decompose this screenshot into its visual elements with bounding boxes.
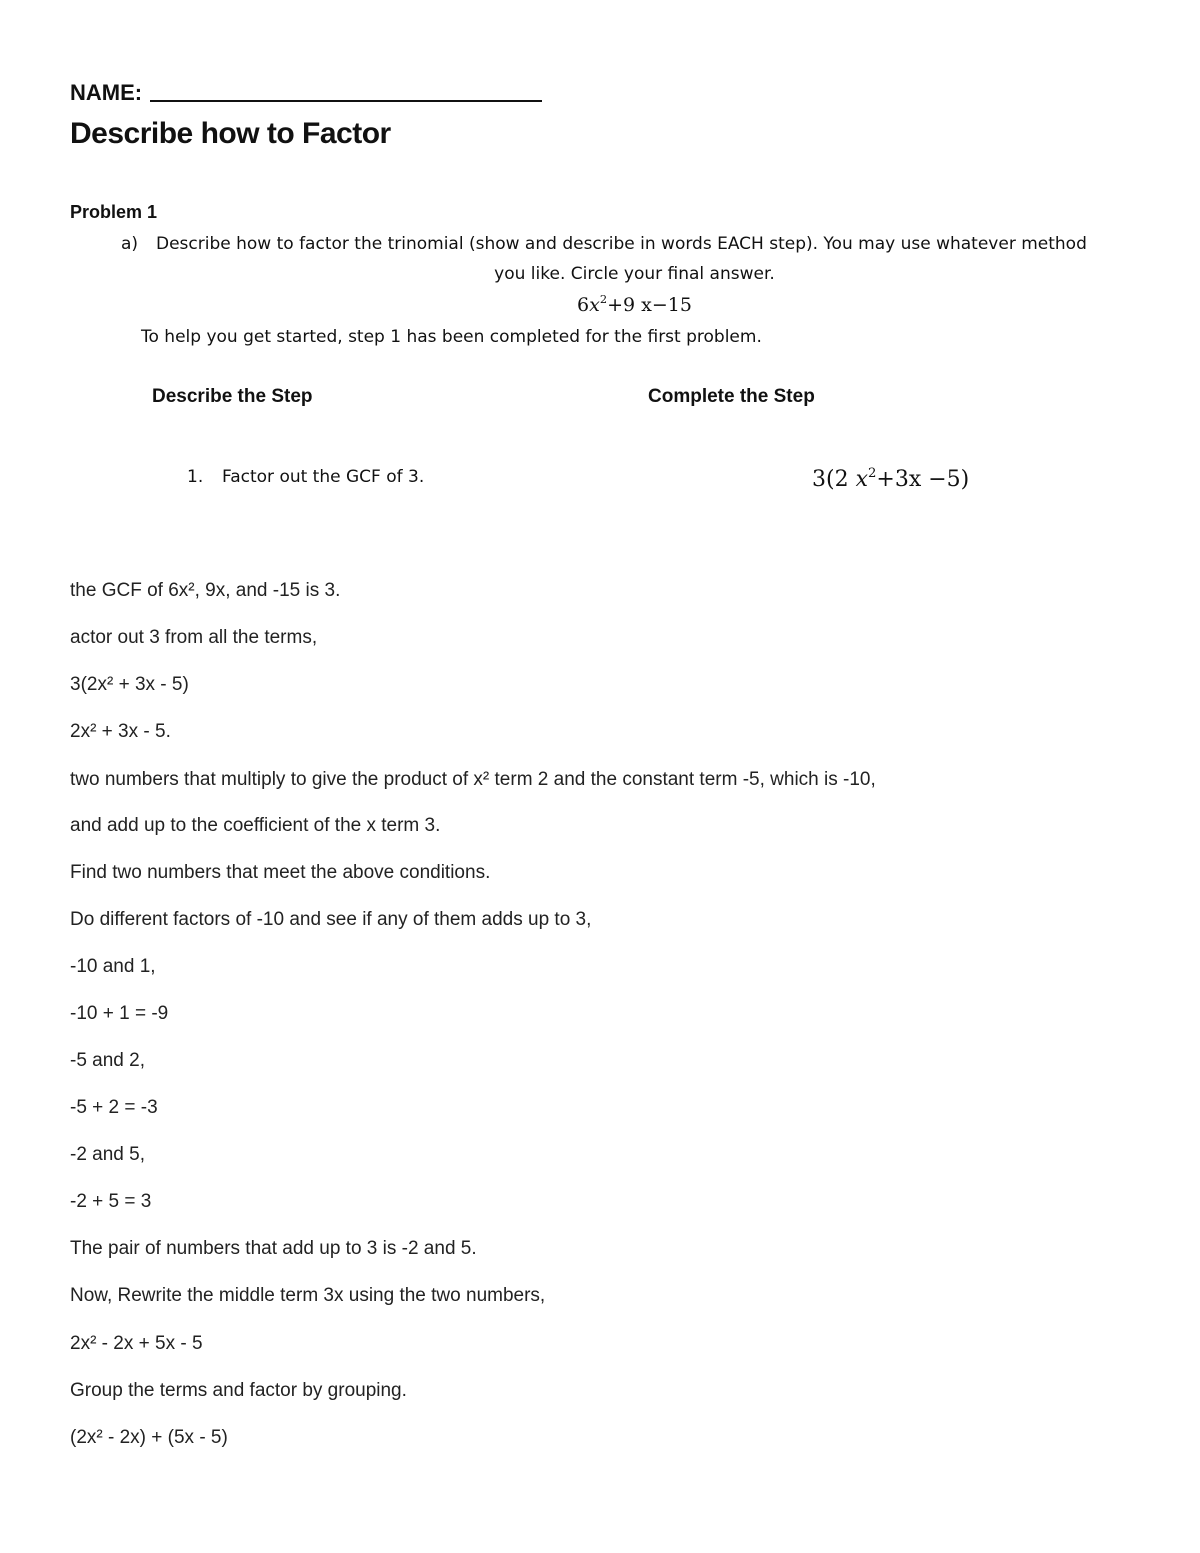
expr-rest: +9 x−15	[607, 294, 692, 316]
step-math-exponent: 2	[868, 465, 877, 481]
solution-line: -5 and 2,	[70, 1050, 145, 1071]
step-math-variable: x	[855, 467, 868, 492]
step-math-rest: +3x −5)	[876, 467, 970, 492]
solution-line: The pair of numbers that add up to 3 is -2 and 5.	[70, 1238, 477, 1259]
solution-line: -10 and 1,	[70, 956, 156, 977]
instruction-line-1	[121, 234, 1087, 254]
solution-line: the GCF of 6x², 9x, and -15 is 3.	[70, 580, 341, 601]
solution-line: Find two numbers that meet the above conditions.	[70, 862, 491, 883]
solution-line: Group the terms and factor by grouping.	[70, 1380, 407, 1401]
solution-line: two numbers that multiply to give the product of x² term 2 and the constant term -5, which is -10,	[70, 769, 876, 790]
name-field	[70, 80, 542, 106]
name-blank-line	[150, 100, 542, 102]
solution-line: 3(2x² + 3x - 5)	[70, 674, 189, 695]
solution-line: -2 and 5,	[70, 1144, 145, 1165]
solution-line: 2x² + 3x - 5.	[70, 721, 171, 742]
solution-line: and add up to the coefficient of the x term 3.	[70, 815, 441, 836]
help-text: To help you get started, step 1 has been completed for the first problem.	[141, 327, 762, 347]
expr-variable: x	[589, 294, 600, 316]
solution-line: -5 + 2 = -3	[70, 1097, 158, 1118]
expr-coefficient: 6	[577, 294, 590, 316]
expr-exponent: 2	[599, 292, 608, 307]
page-title: Describe how to Factor	[70, 117, 391, 150]
solution-line: Do different factors of -10 and see if any of them adds up to 3,	[70, 909, 592, 930]
step-number: 1.	[187, 467, 204, 487]
column-header-complete: Complete the Step	[648, 386, 815, 407]
solution-line: -2 + 5 = 3	[70, 1191, 152, 1212]
solution-line: actor out 3 from all the terms,	[70, 627, 318, 648]
solution-line: (2x² - 2x) + (5x - 5)	[70, 1427, 228, 1448]
step-math	[812, 467, 969, 492]
solution-line: Now, Rewrite the middle term 3x using the two numbers,	[70, 1285, 546, 1306]
solution-line: -10 + 1 = -9	[70, 1003, 169, 1024]
trinomial-expression	[0, 294, 1200, 316]
problem-label: Problem 1	[70, 202, 158, 222]
part-marker: a)	[121, 234, 139, 254]
step-description: Factor out the GCF of 3.	[222, 467, 425, 487]
name-label: NAME:	[70, 80, 143, 105]
instruction-line-2: you like. Circle your final answer.	[494, 264, 775, 284]
instruction-text-1: Describe how to factor the trinomial (show and describe in words EACH step). You may use whatever method	[156, 234, 1087, 254]
solution-line: 2x² - 2x + 5x - 5	[70, 1333, 203, 1354]
column-header-describe: Describe the Step	[152, 386, 313, 407]
step-math-prefix: 3(2	[812, 467, 856, 492]
